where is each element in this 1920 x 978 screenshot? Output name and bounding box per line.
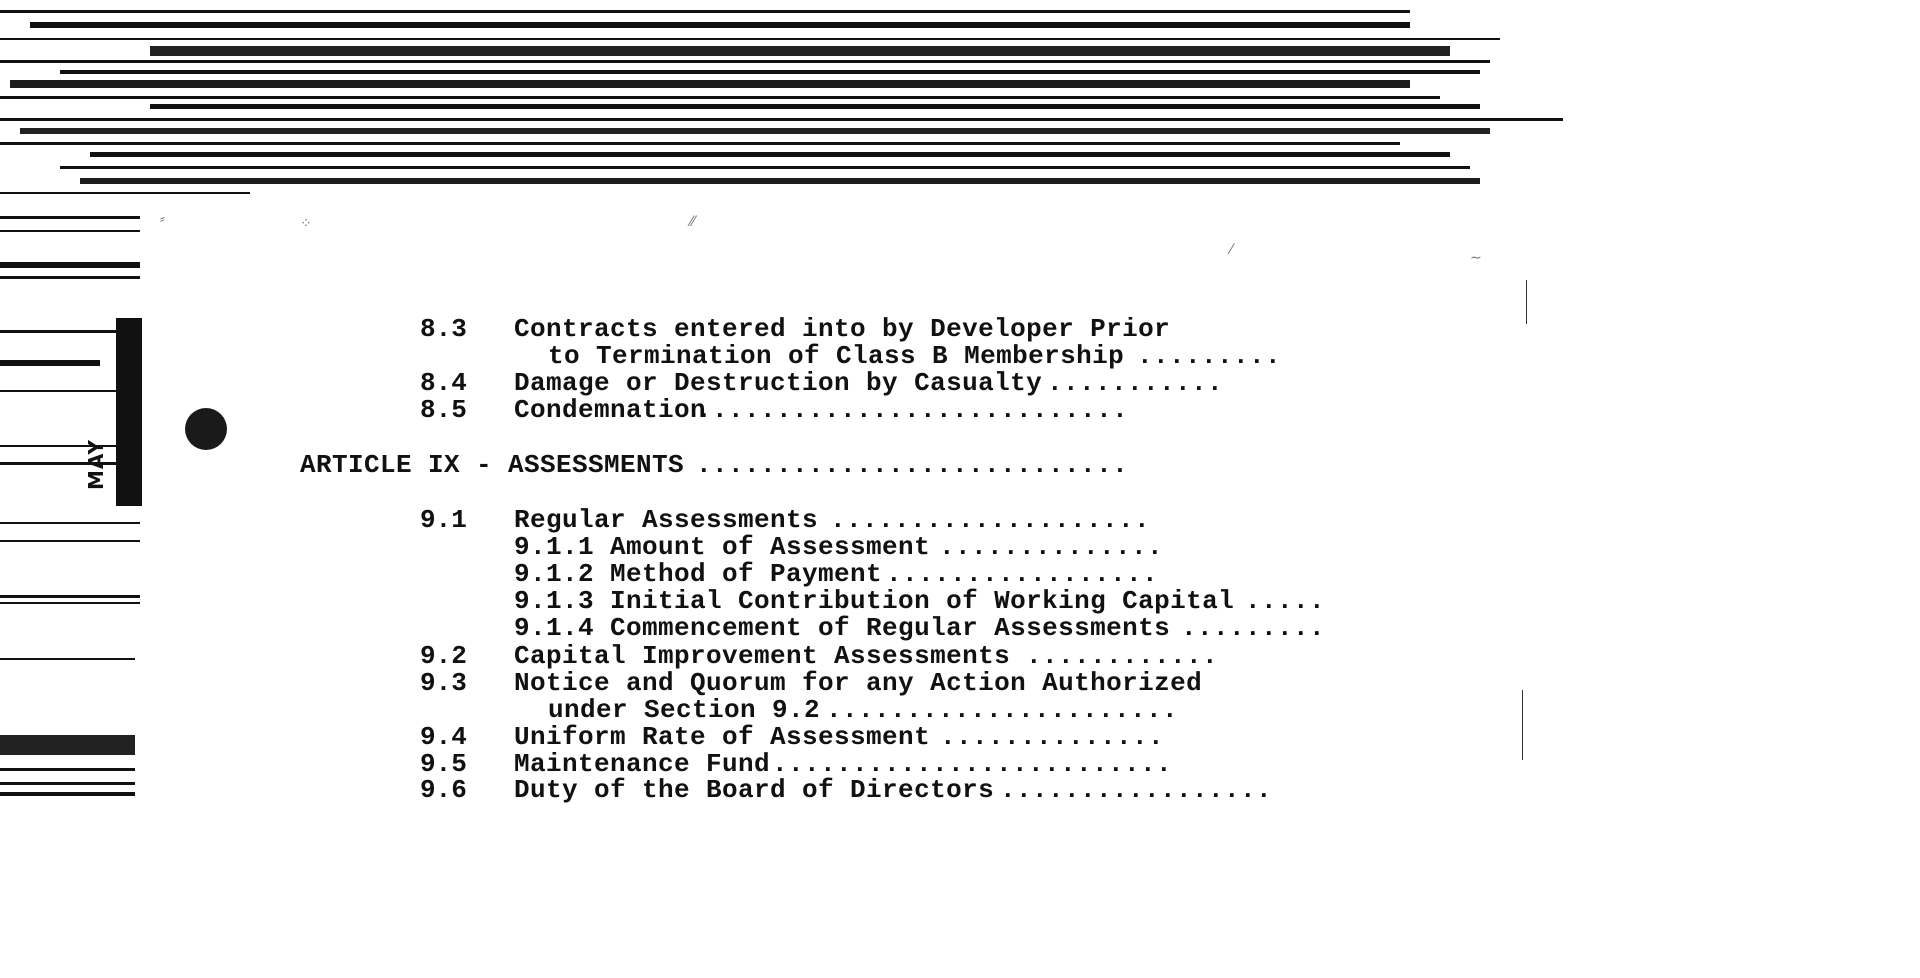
- scan-speck: ⁄⁄: [690, 214, 695, 230]
- toc-subentry-title: 9.1.1 Amount of Assessment: [514, 532, 931, 562]
- section-number: 8.4: [420, 368, 467, 398]
- toc-leader: .........: [1137, 341, 1282, 371]
- toc-leader: ............: [1026, 641, 1219, 671]
- section-number: 9.3: [420, 668, 467, 698]
- scan-speck: ∼: [1470, 250, 1482, 266]
- date-stamp-bar: [116, 318, 142, 506]
- section-number: 9.5: [420, 749, 467, 779]
- scan-noise-band: [0, 0, 1563, 200]
- scan-speck: ⁘: [300, 216, 312, 232]
- section-number: 8.5: [420, 395, 467, 425]
- toc-subentry-title: 9.1.3 Initial Contribution of Working Capital: [514, 586, 1235, 616]
- toc-leader: ....................: [830, 505, 1151, 535]
- scan-speck: ⸗: [160, 211, 165, 227]
- section-number: 9.6: [420, 775, 467, 805]
- toc-leader: .....: [1245, 586, 1326, 616]
- toc-leader: ...........................: [696, 450, 1129, 480]
- toc-leader: ...........................: [696, 395, 1129, 425]
- margin-rule: [1526, 280, 1527, 324]
- toc-leader: ......................: [826, 695, 1179, 725]
- toc-leader: ..............: [940, 722, 1165, 752]
- scan-speck: ⁄: [1230, 242, 1233, 258]
- article-heading: ARTICLE IX - ASSESSMENTS: [300, 450, 685, 480]
- toc-entry-title-continued: to Termination of Class B Membership: [548, 341, 1125, 371]
- section-number: 9.2: [420, 641, 467, 671]
- toc-entry-title: Damage or Destruction by Casualty: [514, 368, 1043, 398]
- toc-subentry-title: 9.1.2 Method of Payment: [514, 559, 883, 589]
- toc-leader: ...........: [1047, 368, 1224, 398]
- toc-entry-title: Condemnation: [514, 395, 707, 425]
- margin-rule: [1522, 690, 1523, 760]
- toc-entry-title: Uniform Rate of Assessment: [514, 722, 931, 752]
- toc-entry-title: Notice and Quorum for any Action Authorized: [514, 668, 1203, 698]
- punch-hole: [185, 408, 227, 450]
- toc-entry-title: Capital Improvement Assessments: [514, 641, 1011, 671]
- section-number: 8.3: [420, 314, 467, 344]
- toc-entry-title: Maintenance Fund: [514, 749, 771, 779]
- toc-subentry-title: 9.1.4 Commencement of Regular Assessments: [514, 613, 1171, 643]
- toc-leader: .........................: [772, 749, 1173, 779]
- toc-entry-title: Contracts entered into by Developer Prior: [514, 314, 1171, 344]
- section-number: 9.4: [420, 722, 467, 752]
- toc-leader: ..............: [939, 532, 1164, 562]
- toc-leader: .........: [1181, 613, 1326, 643]
- toc-entry-title: Regular Assessments: [514, 505, 819, 535]
- toc-leader: .................: [1000, 775, 1273, 805]
- toc-entry-title-continued: under Section 9.2: [548, 695, 821, 725]
- toc-leader: .................: [886, 559, 1159, 589]
- toc-entry-title: Duty of the Board of Directors: [514, 775, 995, 805]
- date-stamp-text: MAY: [84, 439, 108, 490]
- section-number: 9.1: [420, 505, 467, 535]
